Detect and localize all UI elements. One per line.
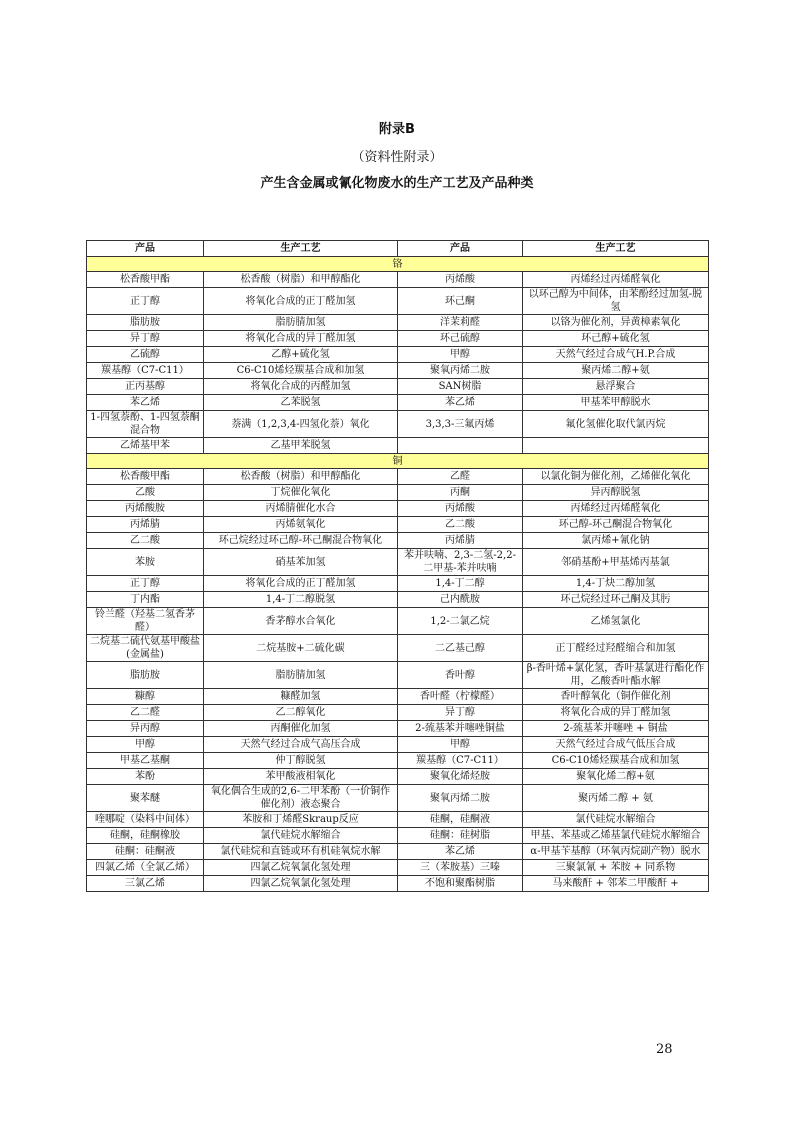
process-cell: 环己醇-环己酮混合物氧化 xyxy=(523,517,709,533)
process-cell: 硝基苯加氢 xyxy=(204,549,398,576)
process-cell: 将氧化合成的异丁醛加氢 xyxy=(204,331,398,347)
product-cell: 丁内酯 xyxy=(87,592,204,608)
product-cell: 聚苯醚 xyxy=(87,785,204,812)
table-row xyxy=(87,860,709,876)
process-cell: C6-C10烯烃羰基合成和加氢 xyxy=(523,753,709,769)
product-cell: 苯并呋喃、2,3-二氢-2,2-二甲基-苯并呋喃 xyxy=(398,549,523,576)
process-cell: 松香酸（树脂）和甲醇酯化 xyxy=(204,469,398,485)
process-cell: 将氧化合成的正丁醛加氢 xyxy=(204,288,398,315)
process-cell: 三聚氯氰 + 苯胺 + 同系物 xyxy=(523,860,709,876)
product-cell: 铃兰醛（羟基二氢香茅醛） xyxy=(87,608,204,635)
table-row xyxy=(87,721,709,737)
process-cell: 1,4-丁炔二醇加氢 xyxy=(523,576,709,592)
process-cell: 以氯化铜为催化剂，乙烯催化氧化 xyxy=(523,469,709,485)
product-cell: 丙烯腈 xyxy=(87,517,204,533)
process-cell: 四氯乙烷氧氯化氢处理 xyxy=(204,860,398,876)
product-cell: 聚氧丙烯二胺 xyxy=(398,785,523,812)
table-row xyxy=(87,331,709,347)
table-row xyxy=(87,533,709,549)
product-cell xyxy=(398,438,523,454)
process-cell: 以环己醇为中间体，由苯酚经过加氢-脱氢 xyxy=(523,288,709,315)
product-cell: 二乙基己醇 xyxy=(398,635,523,662)
product-cell: 1,2-二氯乙烷 xyxy=(398,608,523,635)
process-cell: 丙烯腈催化水合 xyxy=(204,501,398,517)
table-row xyxy=(87,501,709,517)
table-row xyxy=(87,828,709,844)
product-cell: 硅酮，硅酮液 xyxy=(398,812,523,828)
table-row xyxy=(87,549,709,576)
process-table xyxy=(86,240,709,892)
table-row xyxy=(87,347,709,363)
process-cell: 天然气经过合成气H.P.合成 xyxy=(523,347,709,363)
process-cell: 丙酮催化加氢 xyxy=(204,721,398,737)
product-cell: 丙烯酸 xyxy=(398,501,523,517)
process-cell: 苯甲酸液相氧化 xyxy=(204,769,398,785)
product-cell: 正丙基醇 xyxy=(87,379,204,395)
product-cell: 正丁醇 xyxy=(87,288,204,315)
process-cell: 以铬为催化剂，异黄樟素氧化 xyxy=(523,315,709,331)
table-row xyxy=(87,576,709,592)
product-cell: 脂肪胺 xyxy=(87,662,204,689)
process-cell: 丁烷催化氧化 xyxy=(204,485,398,501)
product-cell: 脂肪胺 xyxy=(87,315,204,331)
appendix-note: （资料性附录） xyxy=(351,150,443,165)
product-cell: 羰基醇（C7-C11） xyxy=(87,363,204,379)
table-row xyxy=(87,592,709,608)
product-cell: 环己酮 xyxy=(398,288,523,315)
process-cell: 环己烷经过环己醇-环己酮混合物氧化 xyxy=(204,533,398,549)
process-cell: 乙二醇氧化 xyxy=(204,705,398,721)
table-body xyxy=(87,257,709,892)
process-cell: α-甲基苄基醇（环氧丙烷副产物）脱水 xyxy=(523,844,709,860)
product-cell: 苯乙烯 xyxy=(398,844,523,860)
product-cell: 1,4-丁二醇 xyxy=(398,576,523,592)
table-row xyxy=(87,769,709,785)
process-cell: 脂肪腈加氢 xyxy=(204,662,398,689)
product-cell: 乙烯基甲苯 xyxy=(87,438,204,454)
table-row xyxy=(87,876,709,892)
product-cell: 羰基醇（C7-C11） xyxy=(398,753,523,769)
process-cell: 氯代硅烷水解缩合 xyxy=(204,828,398,844)
product-cell: 甲醇 xyxy=(398,347,523,363)
process-cell: 聚丙烯二醇+氨 xyxy=(523,363,709,379)
product-cell: 苯乙烯 xyxy=(398,395,523,411)
product-cell: 2-巯基苯并噻唑铜盐 xyxy=(398,721,523,737)
product-cell: 聚氧丙烯二胺 xyxy=(398,363,523,379)
product-cell: 丙烯酸胺 xyxy=(87,501,204,517)
metal-group-row xyxy=(87,454,709,469)
process-cell: 马来酸酐 + 邻苯二甲酸酐 + xyxy=(523,876,709,892)
process-cell: 将氧化合成的异丁醛加氢 xyxy=(523,705,709,721)
table-row xyxy=(87,379,709,395)
table-row xyxy=(87,785,709,812)
product-cell: 洋茉莉醛 xyxy=(398,315,523,331)
table-header-row xyxy=(87,241,709,257)
table-row xyxy=(87,705,709,721)
page-number: 28 xyxy=(656,1042,673,1057)
product-cell: 香叶醇 xyxy=(398,662,523,689)
product-cell: 丙烯腈 xyxy=(398,533,523,549)
process-cell: 异丙醇脱氢 xyxy=(523,485,709,501)
process-cell: β-香叶烯+氯化氢，香叶基氯进行酯化作用，乙酸香叶酯水解 xyxy=(523,662,709,689)
process-cell: 1,4-丁二醇脱氢 xyxy=(204,592,398,608)
process-cell: 丙烯经过丙烯醛氧化 xyxy=(523,501,709,517)
process-cell: 脂肪腈加氢 xyxy=(204,315,398,331)
table-row xyxy=(87,438,709,454)
process-cell: 糠醛加氢 xyxy=(204,689,398,705)
product-cell: 聚氧化烯烃胺 xyxy=(398,769,523,785)
product-cell: 异丁醇 xyxy=(87,331,204,347)
table-row xyxy=(87,363,709,379)
product-cell: 甲醇 xyxy=(87,737,204,753)
process-cell: 香叶醇氧化（铜作催化剂 xyxy=(523,689,709,705)
table-row xyxy=(87,753,709,769)
product-cell: 甲醇 xyxy=(398,737,523,753)
process-cell: 氧化偶合生成的2,6-二甲苯酚（一价铜作催化剂）液态聚合 xyxy=(204,785,398,812)
process-cell: 聚氧化烯二醇+氨 xyxy=(523,769,709,785)
product-cell: 异丁醇 xyxy=(398,705,523,721)
process-cell: 环己烷经过环己酮及其肟 xyxy=(523,592,709,608)
product-cell: 乙硫醇 xyxy=(87,347,204,363)
table-row xyxy=(87,272,709,288)
process-cell: 甲基、苯基或乙烯基氯代硅烷水解缩合 xyxy=(523,828,709,844)
process-cell: 乙基甲苯脱氢 xyxy=(204,438,398,454)
metal-group-label: 铬 xyxy=(87,257,709,272)
process-cell: 将氧化合成的正丁醛加氢 xyxy=(204,576,398,592)
metal-group-row xyxy=(87,257,709,272)
process-cell: 邻硝基酚+甲基烯丙基氯 xyxy=(523,549,709,576)
product-cell: 喹哪啶（染料中间体） xyxy=(87,812,204,828)
process-cell: 将氧化合成的丙醛加氢 xyxy=(204,379,398,395)
product-cell: 苯胺 xyxy=(87,549,204,576)
product-cell: 苯乙烯 xyxy=(87,395,204,411)
table-row xyxy=(87,395,709,411)
process-cell: 乙苯脱氢 xyxy=(204,395,398,411)
process-cell: 四氯乙烷氧氯化氢处理 xyxy=(204,876,398,892)
process-cell: 香茅醇水合氧化 xyxy=(204,608,398,635)
process-cell: 苯胺和丁烯醛Skraup反应 xyxy=(204,812,398,828)
product-cell: 乙二酸 xyxy=(87,533,204,549)
process-cell: 氟化氢催化取代氯丙烷 xyxy=(523,411,709,438)
process-cell: 天然气经过合成气低压合成 xyxy=(523,737,709,753)
product-cell: 正丁醇 xyxy=(87,576,204,592)
product-cell: 己内酰胺 xyxy=(398,592,523,608)
product-cell: 硅酮，硅酮橡胶 xyxy=(87,828,204,844)
product-cell: 不饱和聚酯树脂 xyxy=(398,876,523,892)
process-cell: 萘满（1,2,3,4-四氢化萘）氧化 xyxy=(204,411,398,438)
product-cell: 二烷基二硫代氨基甲酸盐(金属盐) xyxy=(87,635,204,662)
product-cell: 香叶醛（柠檬醛） xyxy=(398,689,523,705)
table-row xyxy=(87,812,709,828)
product-cell: 松香酸甲酯 xyxy=(87,272,204,288)
appendix-title: 产生含金属或氰化物废水的生产工艺及产品种类 xyxy=(260,176,534,191)
table-row xyxy=(87,485,709,501)
process-cell: 乙烯氢氯化 xyxy=(523,608,709,635)
table-row xyxy=(87,315,709,331)
metal-group-label: 铜 xyxy=(87,454,709,469)
process-cell: 甲基苯甲醇脱水 xyxy=(523,395,709,411)
column-header: 生产工艺 xyxy=(204,241,398,257)
process-cell: 2-巯基苯并噻唑 + 铜盐 xyxy=(523,721,709,737)
product-cell: 硅酮：硅树脂 xyxy=(398,828,523,844)
product-cell: 硅酮：硅酮液 xyxy=(87,844,204,860)
process-cell: 丙烯氨氧化 xyxy=(204,517,398,533)
table-row xyxy=(87,844,709,860)
column-header: 生产工艺 xyxy=(523,241,709,257)
product-cell: 1-四氢萘酚、1-四氢萘酮混合物 xyxy=(87,411,204,438)
product-cell: 乙醛 xyxy=(398,469,523,485)
appendix-label: 附录B xyxy=(379,122,415,137)
process-cell: 丙烯经过丙烯醛氧化 xyxy=(523,272,709,288)
process-cell: 天然气经过合成气高压合成 xyxy=(204,737,398,753)
process-cell: 氯代硅烷和直链或环有机硅氧烷水解 xyxy=(204,844,398,860)
product-cell: 松香酸甲酯 xyxy=(87,469,204,485)
product-cell: 甲基乙基酮 xyxy=(87,753,204,769)
product-cell: 乙二酸 xyxy=(398,517,523,533)
process-cell: 松香酸（树脂）和甲醇酯化 xyxy=(204,272,398,288)
process-cell: 氯代硅烷水解缩合 xyxy=(523,812,709,828)
product-cell: 三（苯胺基）三嗪 xyxy=(398,860,523,876)
product-cell: 糠醇 xyxy=(87,689,204,705)
product-cell: 四氯乙烯（全氯乙烯） xyxy=(87,860,204,876)
product-cell: 三氯乙烯 xyxy=(87,876,204,892)
column-header: 产品 xyxy=(398,241,523,257)
process-cell: 环己醇+硫化氢 xyxy=(523,331,709,347)
table-row xyxy=(87,469,709,485)
table-row xyxy=(87,737,709,753)
process-cell: 仲丁醇脱氢 xyxy=(204,753,398,769)
table-row xyxy=(87,288,709,315)
table-row xyxy=(87,635,709,662)
product-cell: 苯酚 xyxy=(87,769,204,785)
product-cell: 丙酮 xyxy=(398,485,523,501)
table-row xyxy=(87,411,709,438)
table-row xyxy=(87,689,709,705)
product-cell: 乙酸 xyxy=(87,485,204,501)
process-cell: 聚丙烯二醇 + 氨 xyxy=(523,785,709,812)
product-cell: 3,3,3-三氟丙烯 xyxy=(398,411,523,438)
product-cell: 异丙醇 xyxy=(87,721,204,737)
process-cell: 乙醇+硫化氢 xyxy=(204,347,398,363)
process-cell: 正丁醛经过羟醛缩合和加氢 xyxy=(523,635,709,662)
process-cell: 氯丙烯+氰化钠 xyxy=(523,533,709,549)
column-header: 产品 xyxy=(87,241,204,257)
process-cell: C6-C10烯烃羰基合成和加氢 xyxy=(204,363,398,379)
product-cell: 丙烯酸 xyxy=(398,272,523,288)
product-cell: 乙二醛 xyxy=(87,705,204,721)
process-cell: 悬浮聚合 xyxy=(523,379,709,395)
product-cell: SAN树脂 xyxy=(398,379,523,395)
product-cell: 环己硫醇 xyxy=(398,331,523,347)
table-row xyxy=(87,662,709,689)
table-row xyxy=(87,517,709,533)
table-row xyxy=(87,608,709,635)
process-cell xyxy=(523,438,709,454)
process-cell: 二烷基胺+二硫化碳 xyxy=(204,635,398,662)
